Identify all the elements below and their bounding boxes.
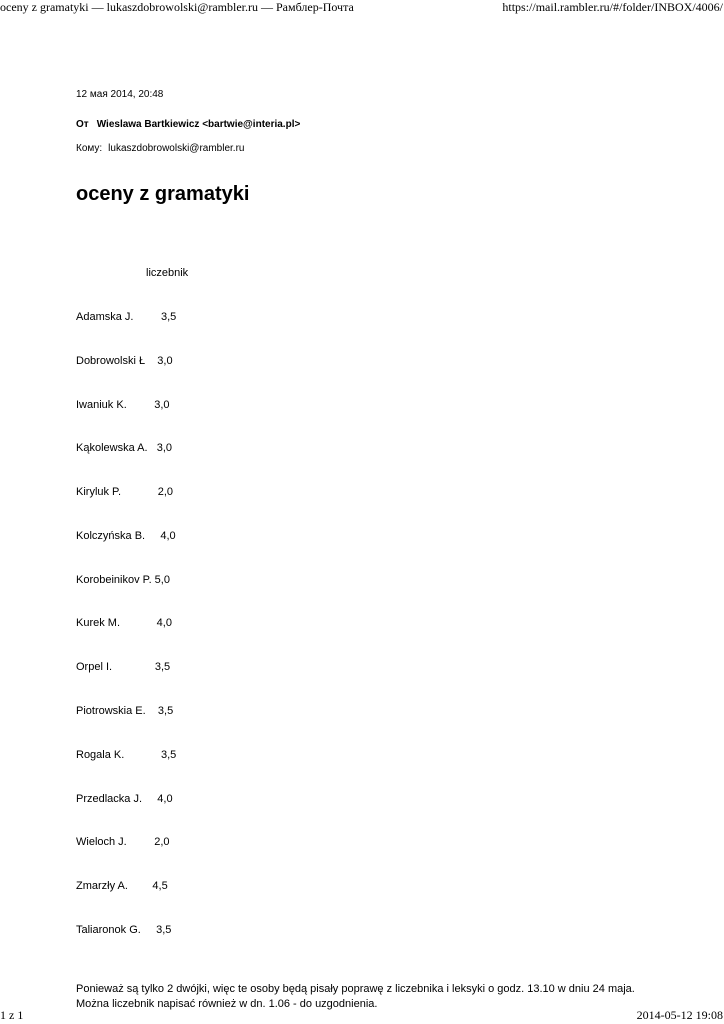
- grade-row: Zmarzły A. 4,5: [76, 880, 168, 893]
- grade-row: Piotrowskia E. 3,5: [76, 705, 174, 717]
- grade-row: Adamska J. 3,5: [76, 310, 177, 323]
- email-to-row: [76, 142, 696, 155]
- print-footer: [0, 1008, 724, 1022]
- grades-list: [76, 237, 696, 967]
- print-page-title: oceny z gramatyki — lukaszdobrowolski@rambler.ru — Рамблер-Почта: [0, 0, 354, 14]
- to-label: Кому:: [76, 143, 103, 154]
- grade-row: Kurek M. 4,0: [76, 617, 172, 630]
- grade-row: Taliaronok G. 3,5: [76, 923, 172, 936]
- print-header: [0, 0, 724, 14]
- grade-row: Kąkolewska A. 3,0: [76, 442, 172, 455]
- body-line: Ponieważ są tylko 2 dwójki, więc te osoby będą pisały poprawę z liczebnika i leksyki o godz. 13.10 w dniu 24 maja.: [76, 982, 635, 995]
- from-label: От: [76, 119, 89, 130]
- grade-row: Kolczyńska B. 4,0: [76, 529, 176, 542]
- body-line: Można liczebnik napisać również w dn. 1.06 - do uzgodnienia.: [76, 997, 378, 1010]
- grade-row: Korobeinikov P. 5,0: [76, 573, 170, 586]
- grade-row: Orpel I. 3,5: [76, 661, 171, 674]
- grades-column-header: liczebnik: [146, 267, 189, 280]
- print-timestamp: 2014-05-12 19:08: [636, 1008, 723, 1022]
- from-value: Wieslawa Bartkiewicz <bartwie@interia.pl>: [96, 119, 301, 130]
- grade-row: Wieloch J. 2,0: [76, 836, 170, 849]
- grade-row: Kiryluk P. 2,0: [76, 486, 174, 499]
- to-value: lukaszdobrowolski@rambler.ru: [108, 143, 245, 154]
- grade-row: Dobrowolski Ł 3,0: [76, 354, 173, 367]
- grade-row: Przedlacka J. 4,0: [76, 792, 173, 805]
- print-page-number: 1 z 1: [0, 1008, 24, 1022]
- email-subject: oceny z gramatyki: [76, 183, 250, 205]
- email-date: 12 мая 2014, 20:48: [76, 89, 164, 100]
- email-message: [76, 88, 696, 1012]
- print-page-url: https://mail.rambler.ru/#/folder/INBOX/4006/: [502, 0, 723, 14]
- grade-row: Iwaniuk K. 3,0: [76, 398, 170, 411]
- grade-row: Rogala K. 3,5: [76, 748, 177, 761]
- email-from-row: [76, 118, 696, 131]
